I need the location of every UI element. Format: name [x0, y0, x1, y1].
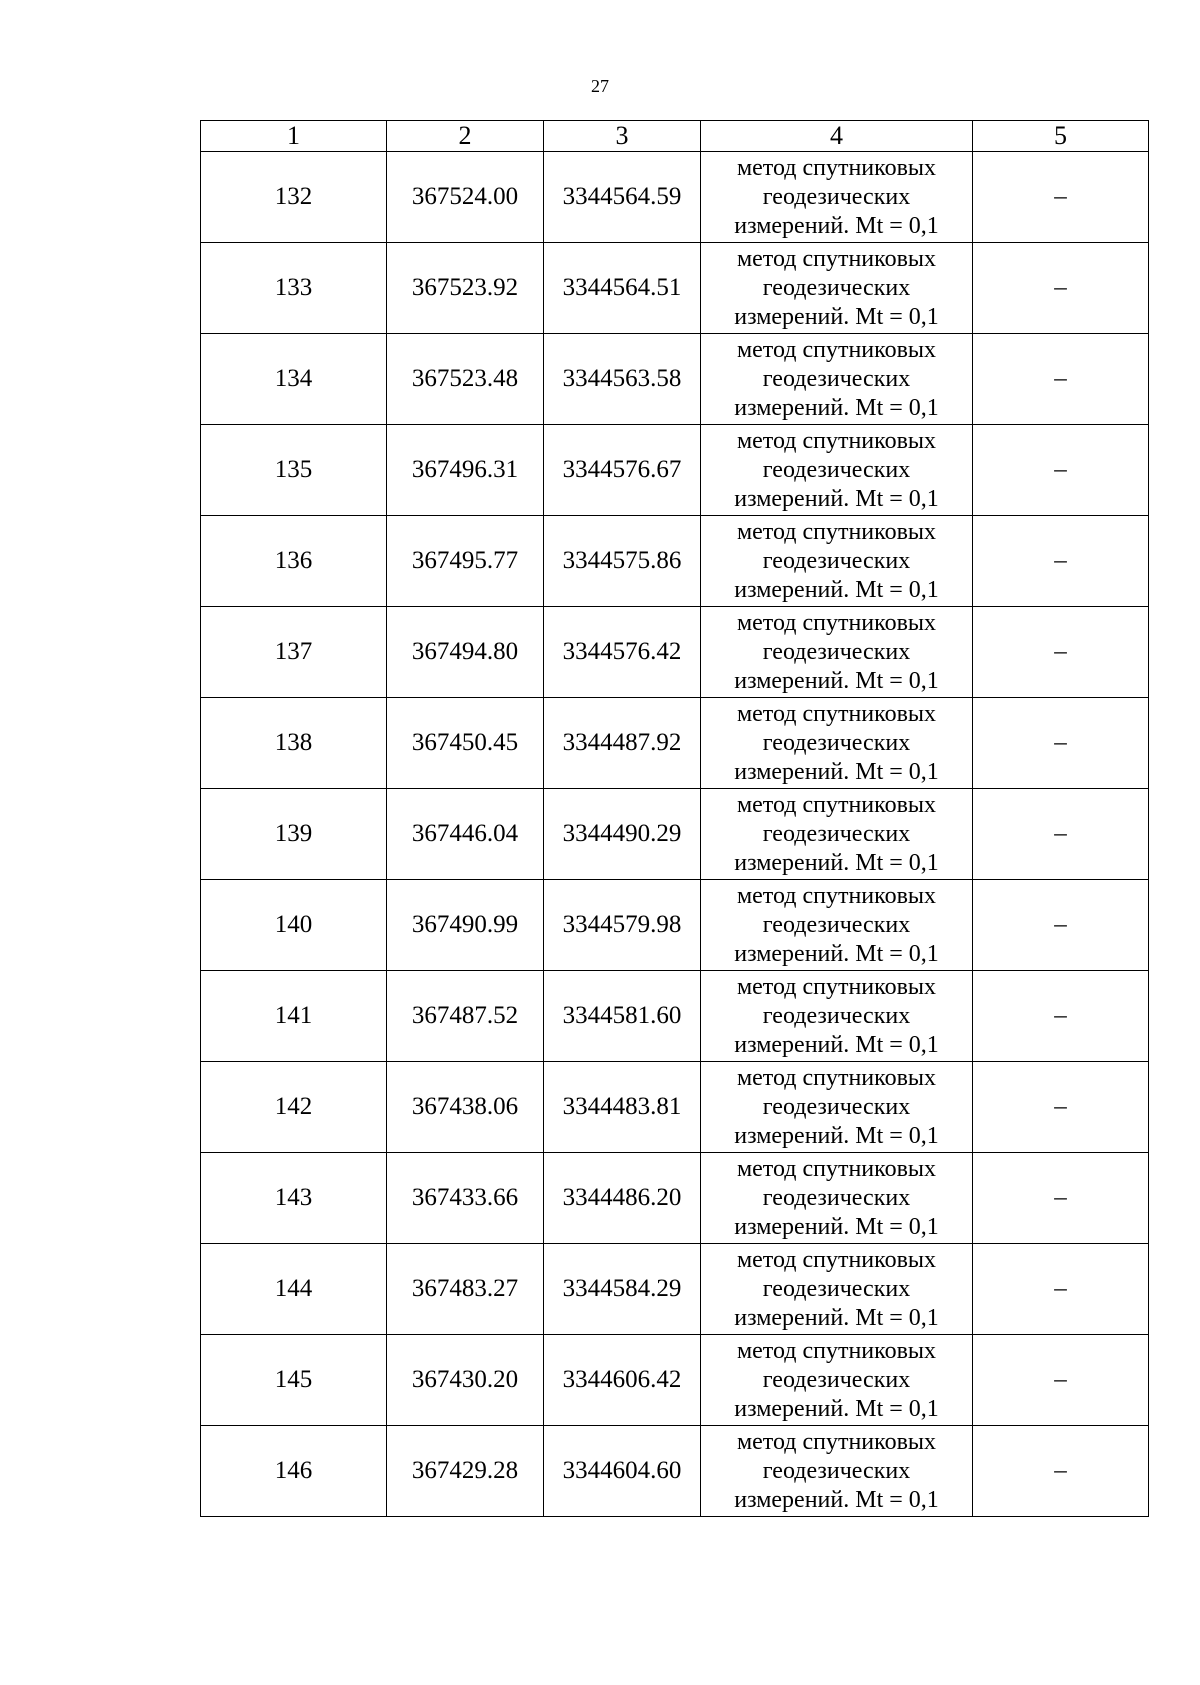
- y-coordinate-cell: 3344581.60: [544, 971, 701, 1062]
- y-coordinate-cell: 3344487.92: [544, 698, 701, 789]
- method-text-line: измерений. Mt = 0,1: [734, 1395, 939, 1422]
- header-row: [201, 121, 1149, 152]
- method-text-line: метод спутниковых: [736, 154, 937, 181]
- description-cell: –: [973, 516, 1149, 607]
- description-cell: –: [973, 1244, 1149, 1335]
- table-row: [201, 516, 1149, 607]
- method-cell: [701, 1153, 973, 1244]
- x-coordinate-cell: 367446.04: [387, 789, 544, 880]
- method-cell: [701, 1335, 973, 1426]
- method-text-line: измерений. Mt = 0,1: [734, 212, 939, 239]
- column-header-3: 3: [544, 121, 701, 152]
- method-cell: [701, 789, 973, 880]
- method-text-line: метод спутниковых: [736, 882, 937, 909]
- x-coordinate-cell: 367483.27: [387, 1244, 544, 1335]
- method-text-line: геодезических: [762, 1366, 911, 1393]
- table-row: [201, 1244, 1149, 1335]
- description-cell: –: [973, 1335, 1149, 1426]
- method-text-line: измерений. Mt = 0,1: [734, 1122, 939, 1149]
- y-coordinate-cell: 3344564.51: [544, 243, 701, 334]
- table-row: [201, 1426, 1149, 1517]
- column-header-5: 5: [973, 121, 1149, 152]
- x-coordinate-cell: 367524.00: [387, 152, 544, 243]
- method-text-line: измерений. Mt = 0,1: [734, 485, 939, 512]
- method-cell: [701, 152, 973, 243]
- table-body: [201, 152, 1149, 1517]
- point-number-cell: 139: [201, 789, 387, 880]
- table-row: [201, 971, 1149, 1062]
- method-text-line: метод спутниковых: [736, 791, 937, 818]
- point-number-cell: 141: [201, 971, 387, 1062]
- y-coordinate-cell: 3344576.42: [544, 607, 701, 698]
- method-text-line: геодезических: [762, 1002, 911, 1029]
- table-row: [201, 607, 1149, 698]
- description-cell: –: [973, 1062, 1149, 1153]
- method-cell: [701, 425, 973, 516]
- coordinates-table: [200, 120, 1149, 1517]
- method-text-line: метод спутниковых: [736, 1064, 937, 1091]
- method-text-line: геодезических: [762, 911, 911, 938]
- x-coordinate-cell: 367450.45: [387, 698, 544, 789]
- method-text-line: геодезических: [762, 456, 911, 483]
- page-number: 27: [591, 76, 609, 96]
- method-text-line: метод спутниковых: [736, 973, 937, 1000]
- method-text-line: метод спутниковых: [736, 1155, 937, 1182]
- point-number-cell: 140: [201, 880, 387, 971]
- x-coordinate-cell: 367523.92: [387, 243, 544, 334]
- y-coordinate-cell: 3344483.81: [544, 1062, 701, 1153]
- point-number-cell: 138: [201, 698, 387, 789]
- point-number-cell: 146: [201, 1426, 387, 1517]
- point-number-cell: 136: [201, 516, 387, 607]
- x-coordinate-cell: 367429.28: [387, 1426, 544, 1517]
- description-cell: –: [973, 334, 1149, 425]
- x-coordinate-cell: 367523.48: [387, 334, 544, 425]
- y-coordinate-cell: 3344604.60: [544, 1426, 701, 1517]
- description-cell: –: [973, 425, 1149, 516]
- method-cell: [701, 1244, 973, 1335]
- point-number-cell: 137: [201, 607, 387, 698]
- description-cell: –: [973, 789, 1149, 880]
- table-row: [201, 880, 1149, 971]
- method-cell: [701, 334, 973, 425]
- point-number-cell: 132: [201, 152, 387, 243]
- method-cell: [701, 1062, 973, 1153]
- method-text-line: метод спутниковых: [736, 336, 937, 363]
- column-header-2: 2: [387, 121, 544, 152]
- table-row: [201, 243, 1149, 334]
- method-text-line: метод спутниковых: [736, 1337, 937, 1364]
- method-text-line: измерений. Mt = 0,1: [734, 1213, 939, 1240]
- y-coordinate-cell: 3344579.98: [544, 880, 701, 971]
- table-row: [201, 698, 1149, 789]
- method-text-line: измерений. Mt = 0,1: [734, 1031, 939, 1058]
- method-text-line: метод спутниковых: [736, 245, 937, 272]
- method-cell: [701, 1426, 973, 1517]
- method-text-line: измерений. Mt = 0,1: [734, 394, 939, 421]
- description-cell: –: [973, 607, 1149, 698]
- method-text-line: измерений. Mt = 0,1: [734, 1304, 939, 1331]
- table-row: [201, 1153, 1149, 1244]
- method-text-line: геодезических: [762, 1093, 911, 1120]
- description-cell: –: [973, 152, 1149, 243]
- method-text-line: геодезических: [762, 638, 911, 665]
- method-text-line: метод спутниковых: [736, 518, 937, 545]
- method-cell: [701, 516, 973, 607]
- y-coordinate-cell: 3344576.67: [544, 425, 701, 516]
- point-number-cell: 142: [201, 1062, 387, 1153]
- method-text-line: геодезических: [762, 1457, 911, 1484]
- description-cell: –: [973, 698, 1149, 789]
- point-number-cell: 145: [201, 1335, 387, 1426]
- table-row: [201, 152, 1149, 243]
- method-text-line: геодезических: [762, 183, 911, 210]
- x-coordinate-cell: 367433.66: [387, 1153, 544, 1244]
- table-row: [201, 334, 1149, 425]
- point-number-cell: 144: [201, 1244, 387, 1335]
- method-text-line: геодезических: [762, 365, 911, 392]
- y-coordinate-cell: 3344564.59: [544, 152, 701, 243]
- table-row: [201, 1062, 1149, 1153]
- y-coordinate-cell: 3344563.58: [544, 334, 701, 425]
- method-text-line: геодезических: [762, 1184, 911, 1211]
- method-text-line: метод спутниковых: [736, 1428, 937, 1455]
- x-coordinate-cell: 367495.77: [387, 516, 544, 607]
- y-coordinate-cell: 3344575.86: [544, 516, 701, 607]
- y-coordinate-cell: 3344584.29: [544, 1244, 701, 1335]
- description-cell: –: [973, 880, 1149, 971]
- column-header-4: 4: [701, 121, 973, 152]
- method-text-line: метод спутниковых: [736, 609, 937, 636]
- method-text-line: геодезических: [762, 820, 911, 847]
- x-coordinate-cell: 367490.99: [387, 880, 544, 971]
- method-text-line: измерений. Mt = 0,1: [734, 849, 939, 876]
- table-row: [201, 1335, 1149, 1426]
- method-text-line: геодезических: [762, 274, 911, 301]
- y-coordinate-cell: 3344606.42: [544, 1335, 701, 1426]
- method-text-line: метод спутниковых: [736, 427, 937, 454]
- x-coordinate-cell: 367438.06: [387, 1062, 544, 1153]
- method-cell: [701, 698, 973, 789]
- point-number-cell: 133: [201, 243, 387, 334]
- y-coordinate-cell: 3344486.20: [544, 1153, 701, 1244]
- method-text-line: геодезических: [762, 1275, 911, 1302]
- method-text-line: измерений. Mt = 0,1: [734, 940, 939, 967]
- point-number-cell: 134: [201, 334, 387, 425]
- method-cell: [701, 880, 973, 971]
- description-cell: –: [973, 243, 1149, 334]
- table-header: [201, 121, 1149, 152]
- method-text-line: измерений. Mt = 0,1: [734, 667, 939, 694]
- point-number-cell: 143: [201, 1153, 387, 1244]
- description-cell: –: [973, 971, 1149, 1062]
- y-coordinate-cell: 3344490.29: [544, 789, 701, 880]
- method-text-line: измерений. Mt = 0,1: [734, 1486, 939, 1513]
- table-row: [201, 789, 1149, 880]
- method-cell: [701, 243, 973, 334]
- method-text-line: геодезических: [762, 547, 911, 574]
- x-coordinate-cell: 367496.31: [387, 425, 544, 516]
- method-text-line: геодезических: [762, 729, 911, 756]
- method-text-line: метод спутниковых: [736, 700, 937, 727]
- point-number-cell: 135: [201, 425, 387, 516]
- method-cell: [701, 971, 973, 1062]
- column-header-1: 1: [201, 121, 387, 152]
- description-cell: –: [973, 1426, 1149, 1517]
- x-coordinate-cell: 367430.20: [387, 1335, 544, 1426]
- method-text-line: измерений. Mt = 0,1: [734, 576, 939, 603]
- method-text-line: метод спутниковых: [736, 1246, 937, 1273]
- table-row: [201, 425, 1149, 516]
- method-cell: [701, 607, 973, 698]
- method-text-line: измерений. Mt = 0,1: [734, 758, 939, 785]
- description-cell: –: [973, 1153, 1149, 1244]
- x-coordinate-cell: 367487.52: [387, 971, 544, 1062]
- method-text-line: измерений. Mt = 0,1: [734, 303, 939, 330]
- x-coordinate-cell: 367494.80: [387, 607, 544, 698]
